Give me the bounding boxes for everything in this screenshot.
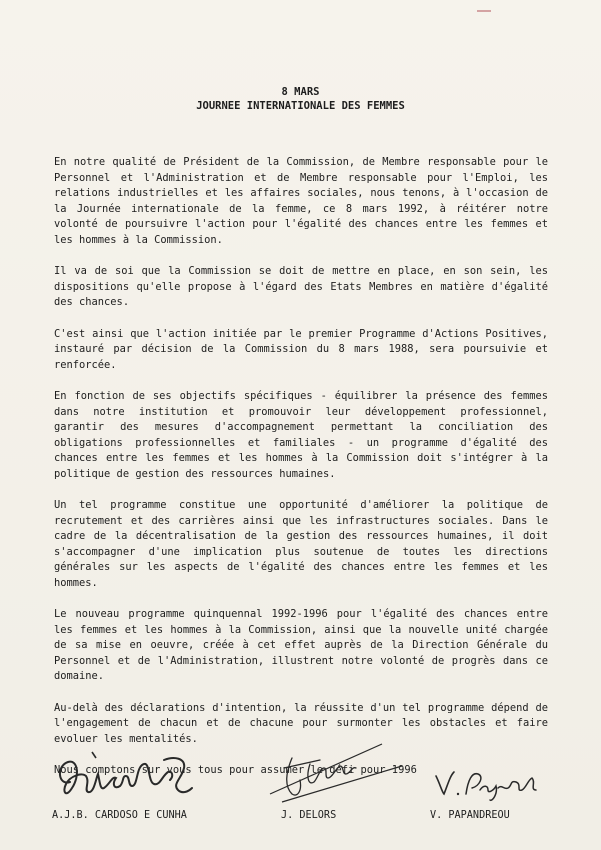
- margin-mark: [477, 10, 491, 12]
- paragraph-5: Un tel programme constitue une opportunité d'améliorer la politique de recrutement et des carrières ainsi que les infrastructures sociales. Dans le cadre de la décentralisation de la gestion des ressources humaines, il doit s'accompagner d'une implication plus soutenue de toutes les directions générales sur les aspects de l'égalité des chances entre les femmes et les hommes.: [54, 499, 548, 589]
- paragraph-2: Il va de soi que la Commission se doit de mettre en place, en son sein, les dispositions qu'elle propose à l'égard des Etats Membres en matière d'égalité des chances.: [54, 265, 548, 308]
- letter-body: [54, 155, 548, 795]
- signature-delors: [262, 738, 412, 808]
- signatory-cardoso: A.J.B. CARDOSO E CUNHA: [52, 810, 187, 821]
- document-header: [0, 85, 601, 113]
- signature-papandreou: [432, 760, 542, 804]
- paragraph-6: Le nouveau programme quinquennal 1992-1996 pour l'égalité des chances entre les femmes et les hommes à la Commission, ainsi que la nouvelle unité chargée de sa mise en oeuvre, créée à cet effet auprès de la Direction Générale du Personnel et de l'Administration, illustrent notre volonté de progrès dans ce domaine.: [54, 608, 548, 682]
- signature-cardoso: [52, 742, 202, 804]
- paragraph-7: Au-delà des déclarations d'intention, la réussite d'un tel programme dépend de l'engagement de chacun et de chacune pour surmonter les obstacles et faire evoluer les mentalités.: [54, 701, 548, 745]
- header-title: JOURNEE INTERNATIONALE DES FEMMES: [196, 100, 405, 112]
- signatory-delors: J. DELORS: [281, 810, 337, 821]
- signatory-names: [0, 810, 601, 824]
- paragraph-1: En notre qualité de Président de la Commission, de Membre responsable pour le Personnel et l'Administration et de Membre responsable pour l'Emploi, les relations industrielles et les affaires sociales, nous tenons, à l'occasion de la Journée internationale de la femme, ce 8 mars 1992, à réitérer notre volonté de poursuivre l'action pour l'égalité des chances entre les femmes et les hommes à la Commission.: [54, 156, 548, 246]
- paragraph-4: En fonction de ses objectifs spécifiques - équilibrer la présence des femmes dans notre institution et promouvoir leur développement professionnel, garantir des mesures d'accompagnement permettant la conciliation des obligations professionnelles et familiales - un programme d'égalité des chances entre les femmes et les hommes à la Commission doit s'intégrer à la politique de gestion des ressources humaines.: [54, 390, 548, 480]
- header-date: 8 MARS: [281, 86, 320, 98]
- closing-line: Nous comptons sur vous tous pour assumer le défi pour 1996: [54, 764, 417, 776]
- paragraph-3: C'est ainsi que l'action initiée par le premier Programme d'Actions Positives, instauré par décision de la Commission du 8 mars 1988, sera poursuivie et renforcée.: [54, 327, 548, 371]
- signatory-papandreou: V. PAPANDREOU: [430, 810, 510, 821]
